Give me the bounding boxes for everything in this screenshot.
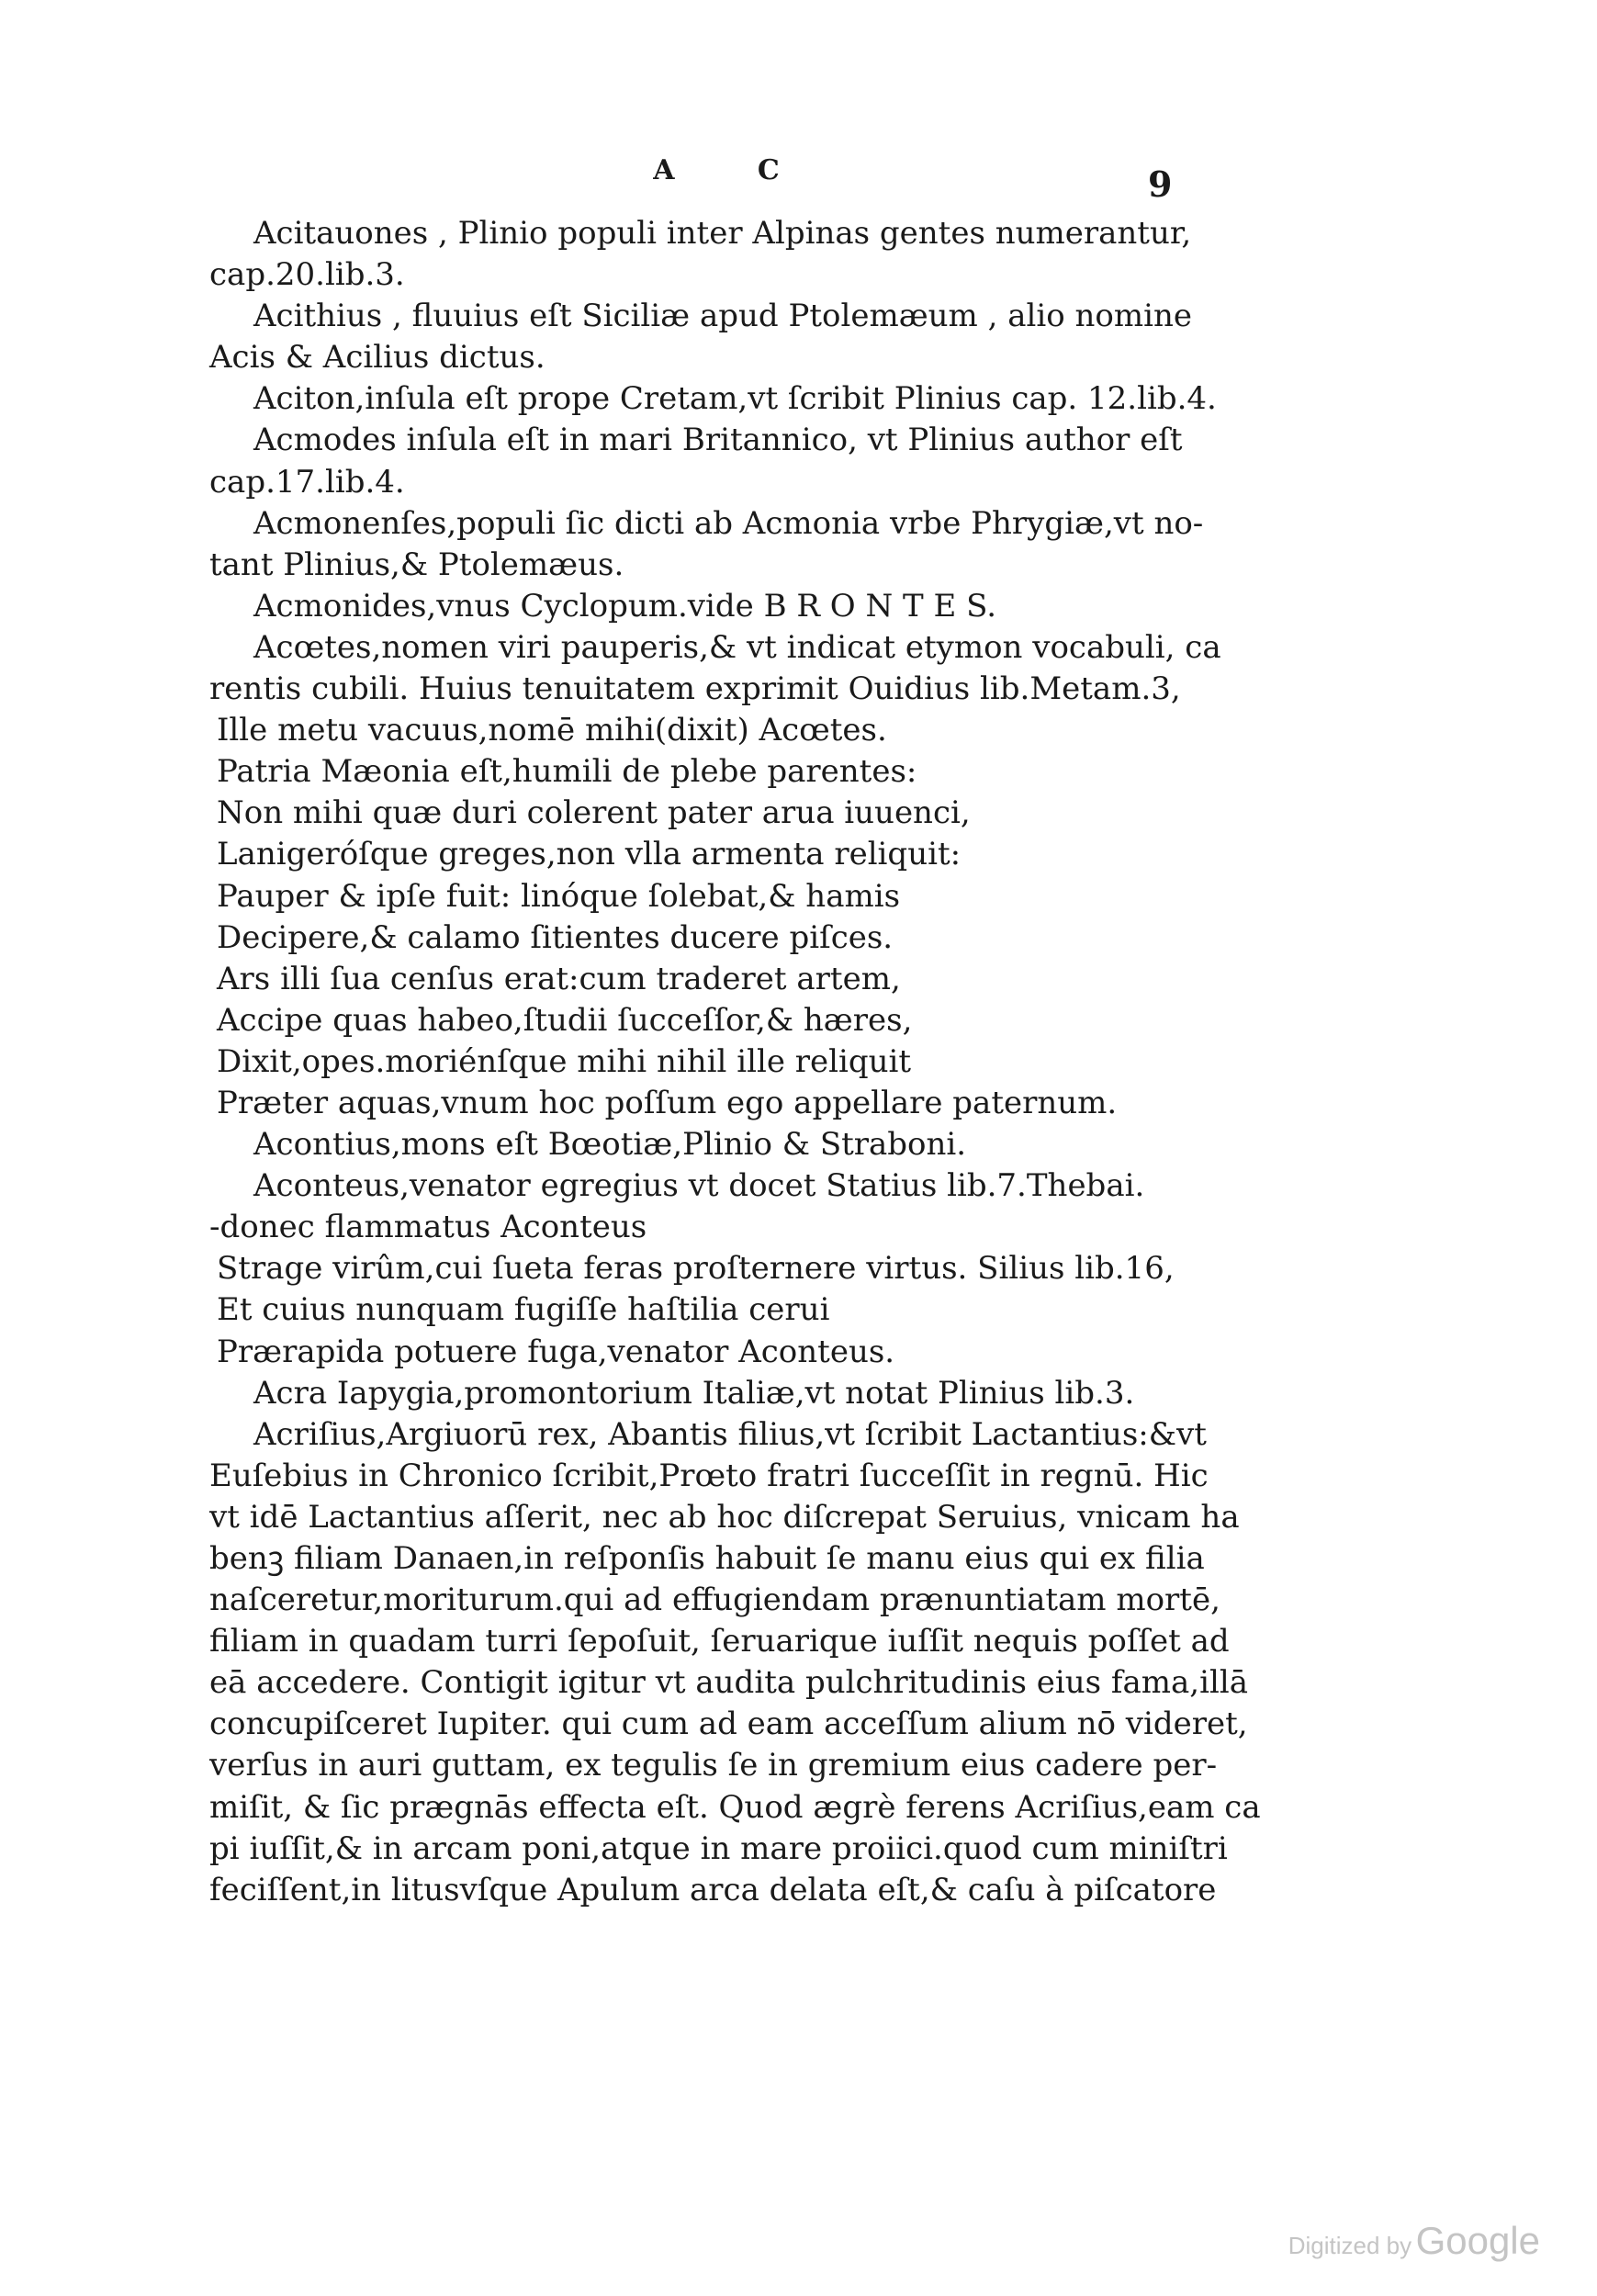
text-line: Acra Iapygia,promontorium Italiæ,vt notat Plinius lib.3. <box>253 1374 1135 1412</box>
text-line: Accipe quas habeo,ſtudii ſucceſſor,& hæres, <box>217 1001 913 1039</box>
text-line: Acithius , fluuius eſt Siciliæ apud Ptolemæum , alio nomine <box>253 298 1193 335</box>
text-line: Acmonenſes,populi ſic dicti ab Acmonia vrbe Phrygiæ,vt no- <box>253 504 1204 542</box>
text-line: naſceretur,moriturum.qui ad effugiendam prænuntiatam mortē, <box>209 1581 1220 1619</box>
running-title: A C <box>653 154 816 186</box>
text-line: Acœtes,nomen viri pauperis,& vt indicat etymon vocabuli, ca <box>253 628 1221 666</box>
text-line: miſit, & ſic prægnās effecta eſt. Quod ægrè ferens Acriſius,eam ca <box>209 1788 1261 1826</box>
text-line: concupiſceret Iupiter. qui cum ad eam acceſſum alium nō videret, <box>209 1705 1248 1743</box>
body-text <box>209 213 1261 1911</box>
text-line: filiam in quadam turri ſepoſuit, ſeruarique iuſſit nequis poſſet ad <box>209 1623 1230 1660</box>
text-line: cap.20.lib.3. <box>209 256 405 294</box>
page-number: 9 <box>1148 163 1173 205</box>
text-line: eā accedere. Contigit igitur vt audita pulchritudinis eius fama,illā <box>209 1664 1248 1702</box>
text-line: Ille metu vacuus,nomē mihi(dixit) Acœtes. <box>217 712 887 749</box>
text-line: Euſebius in Chronico ſcribit,Prœto fratri ſucceſſit in regnū. Hic <box>209 1457 1209 1494</box>
text-line: Patria Mæonia eſt,humili de plebe parentes: <box>217 753 917 791</box>
text-line: tant Plinius,& Ptolemæus. <box>209 546 624 583</box>
text-line: Acitauones , Plinio populi inter Alpinas gentes numerantur, <box>253 215 1192 252</box>
text-line: Præter aquas,vnum hoc poſſum ego appellare paternum. <box>217 1084 1118 1121</box>
text-line: pi iuſſit,& in arcam poni,atque in mare proiici.quod cum miniſtri <box>209 1829 1228 1867</box>
text-line: vt idē Lactantius aſſerit, nec ab hoc diſcrepat Seruius, vnicam ha <box>209 1498 1240 1536</box>
text-line: rentis cubili. Huius tenuitatem exprimit Ouidius lib.Metam.3, <box>209 670 1181 708</box>
text-line: Lanigeróſque greges,non vlla armenta reliquit: <box>217 836 962 873</box>
text-line: feciſſent,in litusvſque Apulum arca delata eſt,& caſu à piſcatore <box>209 1871 1217 1908</box>
text-line: Et cuius nunquam fugiſſe haſtilia cerui <box>217 1291 830 1329</box>
watermark-brand: Google <box>1415 2219 1540 2262</box>
text-line: Aciton,inſula eſt prope Cretam,vt ſcribit Plinius cap. 12.lib.4. <box>253 380 1217 418</box>
text-line: Acmodes inſula eſt in mari Britannico, vt Plinius author eſt <box>253 422 1183 459</box>
text-line: Acmonides,vnus Cyclopum.vide B R O N T E S. <box>253 587 997 625</box>
text-line: Decipere,& calamo ſitientes ducere piſces. <box>217 918 894 956</box>
text-line: Strage virûm,cui ſueta feras proſternere virtus. Silius lib.16, <box>217 1250 1175 1288</box>
watermark-prefix: Digitized by <box>1288 2232 1412 2259</box>
text-line: Pauper & ipſe fuit: linóque ſolebat,& hamis <box>217 877 901 915</box>
text-line: Non mihi quæ duri colerent pater arua iuuenci, <box>217 794 971 832</box>
text-line: Acontius,mons eſt Bœotiæ,Plinio & Straboni. <box>253 1126 967 1164</box>
text-line: Dixit,opes.moriénſque mihi nihil ille reliquit <box>217 1042 912 1080</box>
text-line: Acis & Acilius dictus. <box>209 339 545 377</box>
text-line: Prærapida potuere fuga,venator Aconteus. <box>217 1333 895 1370</box>
text-line: -donec flammatus Aconteus <box>209 1209 647 1246</box>
text-line: cap.17.lib.4. <box>209 463 405 501</box>
digitized-by-google-watermark <box>1288 2219 1540 2263</box>
text-line: verſus in auri guttam, ex tegulis ſe in gremium eius cadere per- <box>209 1747 1218 1784</box>
text-line: Acriſius,Argiuorū rex, Abantis filius,vt ſcribit Lactantius:&vt <box>253 1415 1207 1453</box>
text-line: benꝫ filiam Danaen,in reſponſis habuit ſe manu eius qui ex filia <box>209 1540 1205 1577</box>
text-line: Aconteus,venator egregius vt docet Statius lib.7.Thebai. <box>253 1167 1145 1205</box>
text-line: Ars illi ſua cenſus erat:cum traderet artem, <box>217 960 901 997</box>
